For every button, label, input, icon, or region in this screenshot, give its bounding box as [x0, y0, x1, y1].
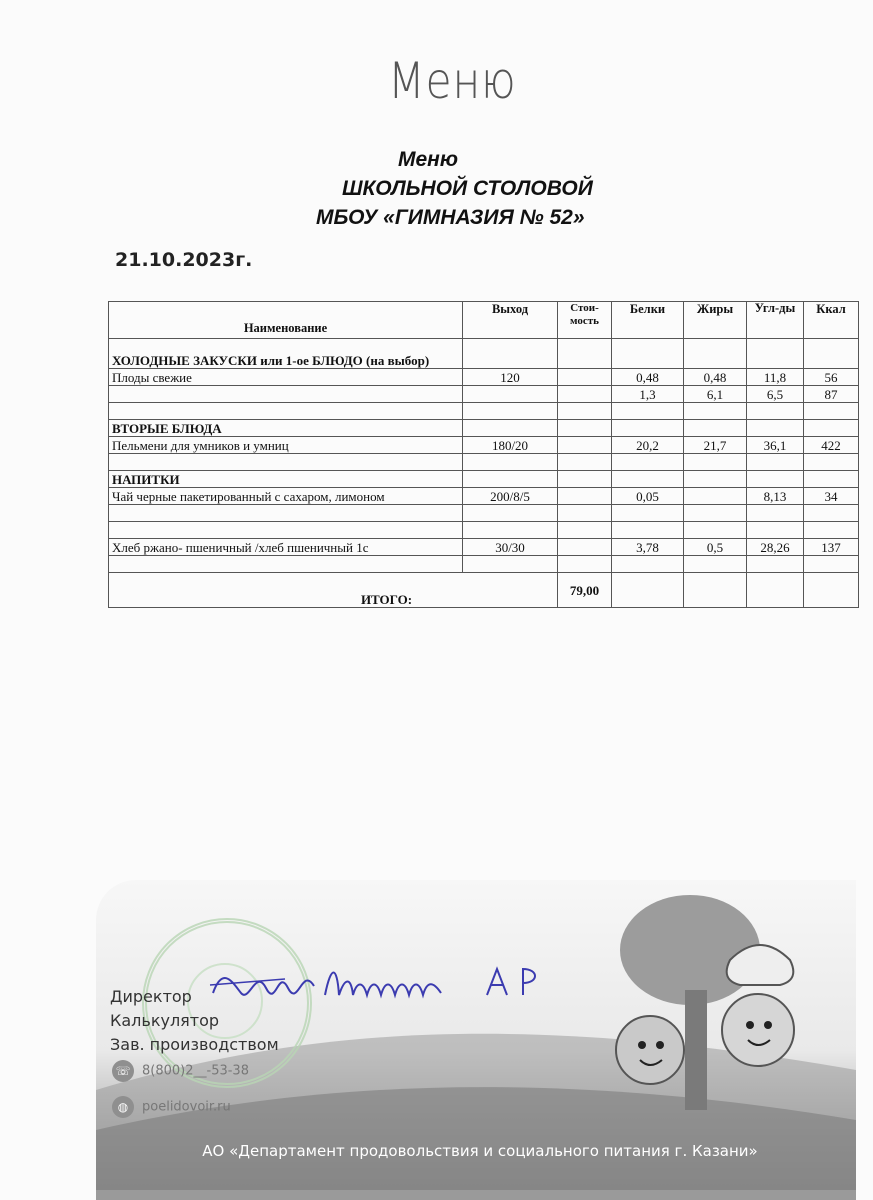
title-line-1: Меню — [398, 148, 459, 171]
total-empty — [612, 573, 684, 608]
production-label: Зав. производством — [110, 1035, 279, 1054]
cell-kcal: 56 — [804, 369, 859, 386]
cell-output — [463, 403, 558, 420]
section-row — [109, 339, 859, 369]
cell-output: 180/20 — [463, 437, 558, 454]
table-row — [109, 403, 859, 420]
cell-output — [463, 556, 558, 573]
cell-carbs: 11,8 — [747, 369, 804, 386]
menu-date: 21.10.2023г. — [115, 249, 253, 271]
handwritten-title: Меню — [388, 52, 517, 110]
cell-fat — [684, 522, 747, 539]
cell-kcal — [804, 339, 859, 369]
cell-dish-name — [109, 505, 463, 522]
cell-fat — [684, 488, 747, 505]
cell-fat — [684, 403, 747, 420]
col-header-output: Выход — [463, 302, 558, 339]
cell-dish-name — [109, 403, 463, 420]
cell-protein — [612, 420, 684, 437]
cell-cost — [558, 386, 612, 403]
col-header-carbs: Угл-ды — [747, 302, 804, 339]
cell-protein: 0,48 — [612, 369, 684, 386]
cell-carbs — [747, 339, 804, 369]
cell-output: 120 — [463, 369, 558, 386]
cell-dish-name — [109, 522, 463, 539]
cell-cost — [558, 471, 612, 488]
globe-icon: ◍ — [112, 1096, 134, 1118]
cell-output: 30/30 — [463, 539, 558, 556]
footer-company: АО «Департамент продовольствия и социального питания г. Казани» — [202, 1142, 758, 1160]
website-contact — [112, 1096, 231, 1118]
cell-carbs — [747, 522, 804, 539]
table-row — [109, 522, 859, 539]
cell-output — [463, 420, 558, 437]
cell-dish-name: Пельмени для умников и умниц — [109, 437, 463, 454]
phone-icon: ☏ — [112, 1060, 134, 1082]
cell-output: 200/8/5 — [463, 488, 558, 505]
cell-output — [463, 505, 558, 522]
cell-carbs — [747, 505, 804, 522]
cell-kcal — [804, 505, 859, 522]
col-header-cost: Стои-мость — [558, 302, 612, 339]
total-empty — [804, 573, 859, 608]
table-row — [109, 556, 859, 573]
cell-output — [463, 522, 558, 539]
cell-output — [463, 454, 558, 471]
cell-output — [463, 339, 558, 369]
cell-fat — [684, 471, 747, 488]
cell-cost — [558, 539, 612, 556]
cell-cost — [558, 403, 612, 420]
total-row — [109, 573, 859, 608]
cell-cost — [558, 556, 612, 573]
calculator-label: Калькулятор — [110, 1011, 220, 1030]
cell-fat: 21,7 — [684, 437, 747, 454]
cell-carbs — [747, 420, 804, 437]
table-row — [109, 539, 859, 556]
title-line-2: ШКОЛЬНОЙ СТОЛОВОЙ — [342, 177, 593, 200]
cell-carbs — [747, 556, 804, 573]
cell-fat: 0,5 — [684, 539, 747, 556]
cell-cost — [558, 488, 612, 505]
cell-cost — [558, 339, 612, 369]
total-empty — [747, 573, 804, 608]
cell-carbs — [747, 454, 804, 471]
mascot-illustration — [580, 880, 840, 1130]
table-row — [109, 454, 859, 471]
cell-fat — [684, 505, 747, 522]
table-header-row — [109, 302, 859, 339]
cell-dish-name: Чай черные пакетированный с сахаром, лимоном — [109, 488, 463, 505]
cell-protein — [612, 556, 684, 573]
cell-cost — [558, 505, 612, 522]
website-url: poelidovoir.ru — [142, 1099, 231, 1115]
table-row — [109, 488, 859, 505]
phone-contact — [112, 1060, 249, 1082]
director-label: Директор — [110, 987, 192, 1006]
cell-output — [463, 386, 558, 403]
col-header-protein: Белки — [612, 302, 684, 339]
table-row — [109, 505, 859, 522]
cell-carbs: 8,13 — [747, 488, 804, 505]
cell-output — [463, 471, 558, 488]
title-line-3: МБОУ «ГИМНАЗИЯ № 52» — [316, 206, 585, 229]
phone-number: 8(800)2__-53-38 — [142, 1063, 249, 1079]
cell-cost — [558, 420, 612, 437]
cell-fat — [684, 420, 747, 437]
cell-cost — [558, 454, 612, 471]
section-title: ХОЛОДНЫЕ ЗАКУСКИ или 1-ое БЛЮДО (на выбор) — [109, 339, 463, 369]
cell-cost — [558, 437, 612, 454]
cell-dish-name: Плоды свежие — [109, 369, 463, 386]
cell-cost — [558, 522, 612, 539]
cell-fat — [684, 339, 747, 369]
col-header-name: Наименование — [109, 302, 463, 339]
cell-protein — [612, 471, 684, 488]
cell-fat: 0,48 — [684, 369, 747, 386]
cell-protein: 20,2 — [612, 437, 684, 454]
cell-protein: 0,05 — [612, 488, 684, 505]
total-empty — [684, 573, 747, 608]
cell-carbs: 36,1 — [747, 437, 804, 454]
cell-dish-name — [109, 386, 463, 403]
cell-kcal — [804, 471, 859, 488]
cell-protein: 1,3 — [612, 386, 684, 403]
cell-kcal: 34 — [804, 488, 859, 505]
cell-carbs: 28,26 — [747, 539, 804, 556]
cell-kcal — [804, 556, 859, 573]
cell-cost — [558, 369, 612, 386]
total-cost: 79,00 — [558, 573, 612, 608]
cell-carbs: 6,5 — [747, 386, 804, 403]
cell-kcal — [804, 403, 859, 420]
cell-kcal: 87 — [804, 386, 859, 403]
table-row — [109, 386, 859, 403]
cell-carbs — [747, 403, 804, 420]
cell-kcal — [804, 454, 859, 471]
cell-fat: 6,1 — [684, 386, 747, 403]
cell-protein — [612, 339, 684, 369]
table-row — [109, 369, 859, 386]
cell-protein — [612, 505, 684, 522]
cell-protein — [612, 454, 684, 471]
cell-kcal: 422 — [804, 437, 859, 454]
col-header-fat: Жиры — [684, 302, 747, 339]
section-row — [109, 471, 859, 488]
cell-kcal — [804, 522, 859, 539]
menu-table — [108, 301, 859, 608]
cell-fat — [684, 556, 747, 573]
handwritten-signature — [205, 955, 565, 1015]
section-row — [109, 420, 859, 437]
cell-protein — [612, 522, 684, 539]
total-label: ИТОГО: — [109, 573, 558, 608]
menu-table-body — [109, 339, 859, 573]
cell-fat — [684, 454, 747, 471]
section-title: ВТОРЫЕ БЛЮДА — [109, 420, 463, 437]
cell-dish-name — [109, 454, 463, 471]
cell-carbs — [747, 471, 804, 488]
cell-kcal: 137 — [804, 539, 859, 556]
cell-dish-name — [109, 556, 463, 573]
cell-kcal — [804, 420, 859, 437]
cell-protein — [612, 403, 684, 420]
col-header-kcal: Ккал — [804, 302, 859, 339]
cell-protein: 3,78 — [612, 539, 684, 556]
cell-dish-name: Хлеб ржано- пшеничный /хлеб пшеничный 1с — [109, 539, 463, 556]
section-title: НАПИТКИ — [109, 471, 463, 488]
table-row — [109, 437, 859, 454]
